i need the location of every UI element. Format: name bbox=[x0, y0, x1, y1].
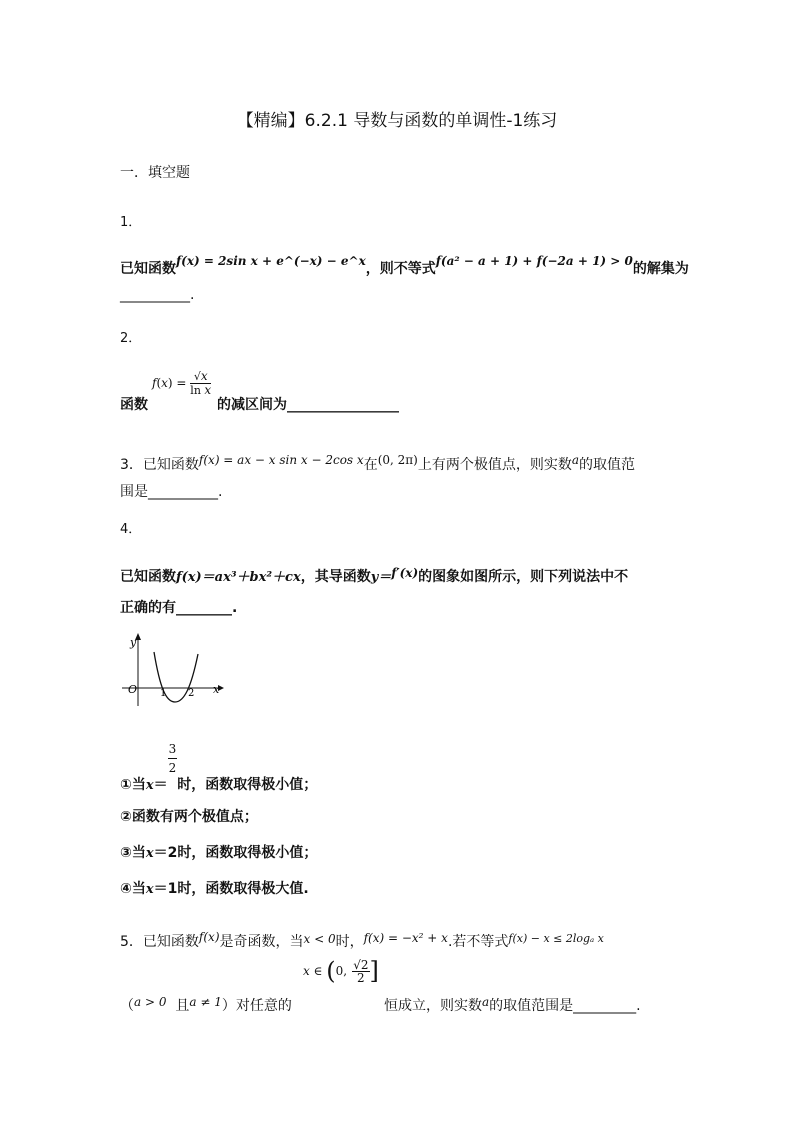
q4-option-1 bbox=[120, 740, 318, 793]
q4-option-3-eq: ＝2 bbox=[153, 845, 178, 861]
q1-function bbox=[176, 254, 366, 268]
q2-number: 2． bbox=[120, 331, 142, 346]
q3-prefix: 已知函数 bbox=[142, 457, 199, 473]
q2-line bbox=[217, 394, 399, 414]
q1-mid: ，则不等式 bbox=[365, 261, 436, 277]
q3-line1 bbox=[120, 454, 635, 474]
q3-var: a bbox=[571, 453, 579, 467]
q4-line1-c: 的图象如图所示，则下列说法中不 bbox=[418, 569, 629, 585]
q4-option-3 bbox=[120, 842, 317, 862]
q4-line1 bbox=[120, 566, 628, 586]
q5-prefix: 已知函数 bbox=[142, 934, 199, 950]
q5-range: x ∈ (0, $\frac{√2}{2}$ ] bbox=[303, 957, 379, 985]
q3-line2: 围是__________. bbox=[120, 484, 223, 500]
fraction-numerator: 3 bbox=[168, 740, 178, 759]
q2-function: f(x) = $\frac{√x}{\text{ln x}}$ bbox=[152, 369, 212, 397]
q3-suffix2: 的取值范 bbox=[579, 457, 635, 473]
q1-line1 bbox=[120, 254, 689, 278]
q5-cond-a: a > 0 bbox=[134, 995, 167, 1009]
q5-line1 bbox=[120, 931, 604, 951]
q5-mid: 是奇函数，当 bbox=[219, 934, 304, 950]
q4-fprime: f′(x) bbox=[391, 566, 419, 580]
q4-line1-b: ，其导函数 bbox=[300, 569, 371, 585]
q4-option-4-lead: ④当 bbox=[120, 881, 146, 897]
q4-option-1-fraction bbox=[168, 740, 178, 777]
q5-cond: x < 0 bbox=[303, 932, 336, 946]
q5-line2 bbox=[120, 995, 292, 1015]
q5-var: a bbox=[482, 995, 490, 1009]
q5-cond-b: a ≠ 1 bbox=[189, 995, 222, 1009]
section-heading: 一．填空题 bbox=[120, 165, 190, 181]
q1-suffix: 的解集为 bbox=[632, 261, 689, 277]
q5-definition: f(x) = −x² + x bbox=[363, 931, 448, 945]
q5-inequality: f(x) − x ≤ 2logₐ x bbox=[508, 932, 604, 945]
q4-option-1-eq: ＝ bbox=[153, 776, 168, 793]
q1-inequality: f(a² − a + 1) + f(−2a + 1) > 0 bbox=[435, 254, 633, 268]
q5-number: 5． bbox=[120, 934, 143, 950]
q5-tail-text: 恒成立，则实数 bbox=[384, 998, 482, 1014]
q3-number: 3． bbox=[120, 457, 143, 473]
q2-prefix: 函数 bbox=[120, 397, 148, 413]
q4-number: 4． bbox=[120, 522, 142, 537]
derivative-graph bbox=[118, 630, 228, 710]
q4-line1-a: 已知函数 bbox=[120, 569, 176, 585]
q1-number: 1． bbox=[120, 215, 142, 230]
tick-label-1: 1 bbox=[160, 688, 167, 699]
q4-option-3-lead: ③当 bbox=[120, 845, 146, 861]
q1-function-text: f(x) = 2sin x + e^(−x) − e^x bbox=[176, 254, 366, 268]
q4-option-4 bbox=[120, 878, 309, 898]
q4-option-4-eq: ＝1 bbox=[153, 881, 178, 897]
q5-and: 且 bbox=[175, 998, 190, 1014]
q4-option-1-var: x bbox=[145, 777, 154, 793]
page-title: 【精编】6.2.1 导数与函数的单调性-1练习 bbox=[236, 111, 558, 131]
q4-option-4-var: x bbox=[145, 882, 154, 897]
q4-option-3-tail: 时，函数取得极小值； bbox=[177, 845, 318, 861]
x-axis-label: x bbox=[213, 683, 220, 696]
q4-line2: 正确的有________. bbox=[120, 600, 238, 616]
q1-prefix: 已知函数 bbox=[120, 261, 176, 277]
fraction-denominator: 2 bbox=[168, 761, 177, 775]
q3-suffix: 上有两个极值点，则实数 bbox=[417, 457, 572, 473]
q2-blank: ________________ bbox=[287, 397, 399, 413]
q2-fraction: $\frac{√x}{\text{ln x}}$ bbox=[190, 369, 212, 397]
q5-open: （ bbox=[120, 998, 134, 1014]
y-axis-label: y bbox=[130, 636, 137, 649]
q4-option-1-lead: ①当 bbox=[120, 776, 146, 793]
q5-mid3: .若不等式 bbox=[447, 934, 509, 950]
tick-label-2: 2 bbox=[188, 688, 195, 699]
q4-option-1-tail: 时，函数取得极小值； bbox=[177, 776, 318, 793]
q4-function: f(x)＝ax³＋bx²＋cx bbox=[176, 570, 301, 585]
q4-option-3-var: x bbox=[145, 846, 154, 861]
q5-mid2: 时， bbox=[335, 934, 364, 950]
q4-option-2: ②函数有两个极值点； bbox=[120, 809, 258, 825]
q1-blank: __________. bbox=[120, 287, 195, 303]
q5-close: ）对任意的 bbox=[221, 998, 292, 1014]
q3-function: f(x) = ax − x sin x − 2cos x bbox=[198, 453, 364, 467]
origin-label: O bbox=[128, 683, 138, 696]
q3-interval: (0, 2π) bbox=[377, 453, 418, 467]
q4-option-4-tail: 时，函数取得极大值. bbox=[177, 881, 309, 897]
q5-tail bbox=[384, 995, 641, 1015]
q3-mid: 在 bbox=[363, 457, 378, 473]
q4-y: y＝ bbox=[370, 570, 392, 585]
q5-fx: f(x) bbox=[198, 930, 220, 944]
q5-tail2: 的取值范围是_________. bbox=[489, 998, 641, 1014]
q2-suffix: 的减区间为 bbox=[217, 397, 287, 413]
